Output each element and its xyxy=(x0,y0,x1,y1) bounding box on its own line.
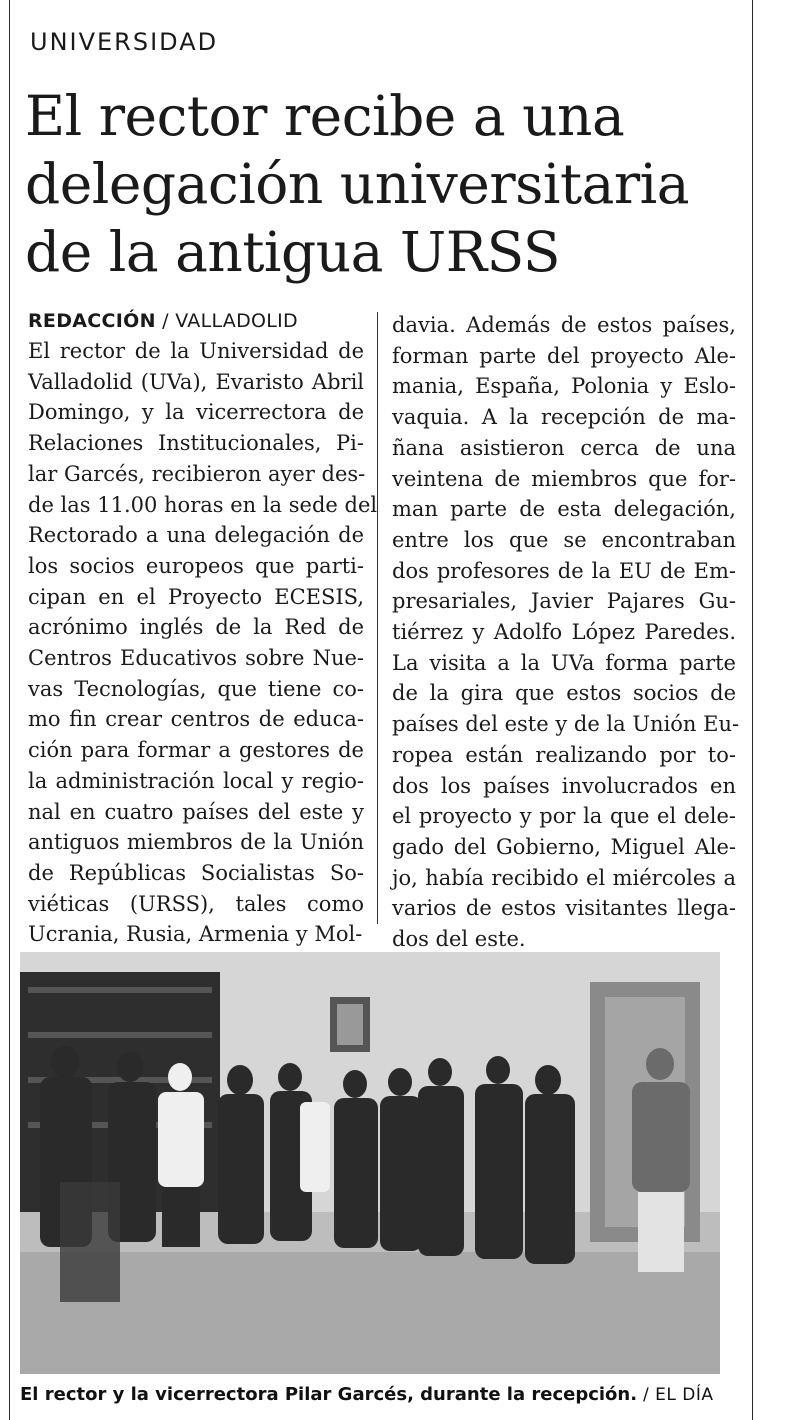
text-line: nal en cuatro países del este y xyxy=(28,799,364,824)
text-line: davia. Además de estos países, xyxy=(392,313,736,337)
text-line: el proyecto y por la que el dele- xyxy=(392,804,736,829)
headline xyxy=(25,82,745,286)
text-line: La visita a la UVa forma parte xyxy=(392,650,736,675)
text-line: vas Tecnologías, que tiene co- xyxy=(28,676,364,701)
byline-location: VALLADOLID xyxy=(175,310,298,332)
text-line: Relaciones Institucionales, Pi- xyxy=(28,431,364,456)
page-border-left xyxy=(9,0,10,1420)
text-line: de las 11.00 horas en la sede del xyxy=(28,492,378,517)
text-line: Ucrania, Rusia, Armenia y Mol- xyxy=(28,922,363,947)
text-line: mo fin crear centros de educa- xyxy=(28,707,364,732)
byline-separator: / xyxy=(155,310,176,332)
text-line: varios de estos visitantes llega- xyxy=(392,896,736,921)
text-line: acrónimo inglés de la Red de xyxy=(28,615,364,640)
byline-author: REDACCIÓN xyxy=(28,310,156,332)
headline-line: delegación universitaria xyxy=(25,152,690,216)
text-line: Centros Educativos sobre Nue- xyxy=(28,646,364,671)
caption-text: El rector y la vicerrectora Pilar Garcés, durante la recepción. xyxy=(20,1384,638,1405)
text-line: dos profesores de la EU de Em- xyxy=(392,558,736,583)
photo-caption xyxy=(20,1384,713,1405)
byline xyxy=(28,308,364,334)
text-line: tiérrez y Adolfo López Paredes. xyxy=(392,620,736,645)
page-border-right xyxy=(752,0,753,1420)
text-line: mania, España, Polonia y Eslo- xyxy=(392,374,736,399)
text-line: Domingo, y la vicerrectora de xyxy=(28,400,364,425)
column-2-text xyxy=(392,310,740,955)
text-line: antiguos miembros de la Unión xyxy=(28,830,364,855)
text-line: Valladolid (UVa), Evaristo Abril xyxy=(28,369,364,394)
section-label: UNIVERSIDAD xyxy=(30,28,219,56)
text-line: los socios europeos que parti- xyxy=(28,553,364,578)
reception-photo-illustration xyxy=(20,952,720,1374)
text-line: gado del Gobierno, Miguel Ale- xyxy=(392,834,736,859)
text-line: man parte de esta delegación, xyxy=(392,497,736,522)
text-line: cipan en el Proyecto ECESIS, xyxy=(28,584,364,609)
text-line: países del este y de la Unión Eu- xyxy=(392,712,740,737)
text-line: ción para formar a gestores de xyxy=(28,738,364,763)
text-line: forman parte del proyecto Ale- xyxy=(392,343,736,368)
text-line: vaquia. A la recepción de ma- xyxy=(392,405,736,430)
headline-line: El rector recibe a una xyxy=(25,84,625,148)
news-photo xyxy=(20,952,720,1374)
text-line: presariales, Javier Pajares Gu- xyxy=(392,589,736,614)
text-line: ñana asistieron cerca de una xyxy=(392,435,736,460)
text-line: dos los países involucrados en xyxy=(392,773,736,798)
text-line: dos del este. xyxy=(392,927,526,952)
text-line: la administración local y regio- xyxy=(28,768,364,793)
column-divider xyxy=(377,312,378,924)
text-line: ropea están realizando por to- xyxy=(392,742,736,767)
text-line: veintena de miembros que for- xyxy=(392,466,736,491)
article-column-2 xyxy=(392,310,740,955)
text-line: Rectorado a una delegación de xyxy=(28,523,364,548)
article-column-1 xyxy=(28,308,378,950)
text-line: de Repúblicas Socialistas So- xyxy=(28,860,364,885)
text-line: viéticas (URSS), tales como xyxy=(28,891,364,916)
text-line: entre los que se encontraban xyxy=(392,527,736,552)
text-line: El rector de la Universidad de xyxy=(28,339,364,363)
text-line: lar Garcés, recibieron ayer des- xyxy=(28,461,366,486)
column-1-text xyxy=(28,336,378,950)
headline-line: de la antigua URSS xyxy=(25,220,561,284)
text-line: jo, había recibido el miércoles a xyxy=(392,865,736,890)
text-line: de la gira que estos socios de xyxy=(392,681,736,706)
photo-credit: / EL DÍA xyxy=(637,1385,714,1405)
